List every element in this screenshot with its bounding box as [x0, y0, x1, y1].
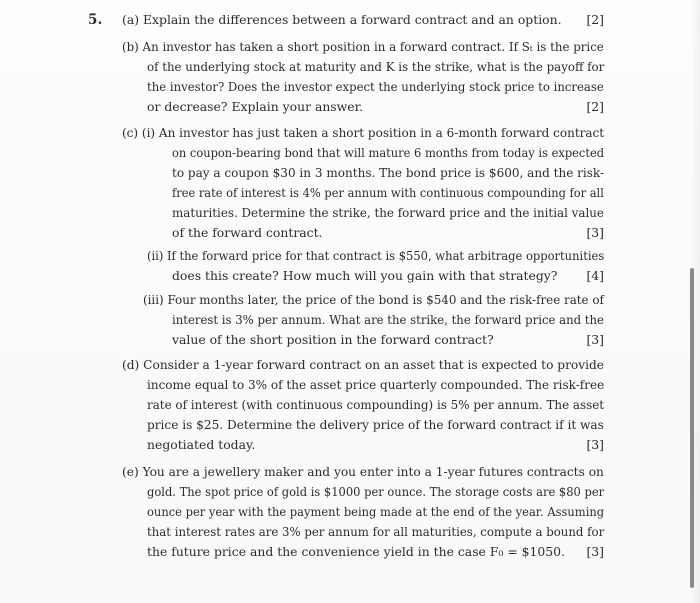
part-e-line-4: that interest rates are 3% per annum for all maturities, compute a bound for	[147, 524, 605, 539]
part-c-iii-line-3: value of the short position in the forward contract?	[172, 332, 494, 347]
part-e-line-3: ounce per year with the payment being made at the end of the year. Assuming	[147, 504, 605, 519]
part-e-line-1: (e) You are a jewellery maker and you enter into a 1-year futures contracts on	[122, 464, 604, 479]
part-a-mark: [2]	[586, 12, 604, 27]
part-d-line-5: negotiated today.	[147, 437, 256, 452]
part-d-mark: [3]	[586, 437, 604, 452]
part-d-line-1: (d) Consider a 1-year forward contract on an asset that is expected to provide	[122, 357, 605, 372]
part-e-line-2: gold. The spot price of gold is $1000 per ounce. The storage costs are $80 per	[147, 484, 605, 499]
part-b-line-1: (b) An investor has taken a short position in a forward contract. If Sₜ is the price	[122, 39, 604, 54]
part-c-i-line-5: maturities. Determine the strike, the forward price and the initial value	[172, 205, 604, 220]
part-b-line-3: the investor? Does the investor expect the underlying stock price to increase	[147, 79, 604, 94]
question-number: 5.	[88, 12, 103, 28]
part-c-i-line-1: (c) (i) An investor has just taken a short position in a 6-month forward contract	[122, 125, 605, 140]
part-c-ii-mark: [4]	[586, 268, 604, 283]
part-d-line-2: income equal to 3% of the asset price quarterly compounded. The risk-free	[147, 377, 605, 392]
part-c-ii-line-1: (ii) If the forward price for that contract is $550, what arbitrage opportunities	[147, 248, 605, 263]
part-c-i-line-4: free rate of interest is 4% per annum with continuous compounding for all	[172, 185, 604, 200]
part-c-i-mark: [3]	[586, 225, 604, 240]
part-a-line-1: (a) Explain the differences between a forward contract and an option.	[122, 12, 562, 27]
part-d-line-4: price is $25. Determine the delivery price of the forward contract if it was	[147, 417, 604, 432]
part-c-i-line-6: of the forward contract.	[172, 225, 323, 240]
part-b-mark: [2]	[586, 99, 604, 114]
part-c-ii-line-2: does this create? How much will you gain with that strategy?	[172, 268, 558, 283]
part-e-mark: [3]	[586, 544, 604, 559]
part-d-line-3: rate of interest (with continuous compounding) is 5% per annum. The asset	[147, 397, 605, 412]
part-c-i-line-3: to pay a coupon $30 in 3 months. The bond price is $600, and the risk-	[172, 165, 605, 180]
part-e-line-5: the future price and the convenience yield in the case F₀ = $1050.	[147, 544, 566, 559]
part-b-line-2: of the underlying stock at maturity and K is the strike, what is the payoff for	[147, 59, 605, 74]
page-edge-shadow	[690, 0, 700, 603]
part-c-iii-mark: [3]	[586, 332, 604, 347]
part-c-iii-line-2: interest is 3% per annum. What are the strike, the forward price and the	[172, 312, 604, 327]
part-c-i-line-2: on coupon-bearing bond that will mature 6 months from today is expected	[172, 145, 605, 160]
part-b-line-4: or decrease? Explain your answer.	[147, 99, 364, 114]
part-c-iii-line-1: (iii) Four months later, the price of the bond is $540 and the risk-free rate of	[143, 292, 604, 307]
